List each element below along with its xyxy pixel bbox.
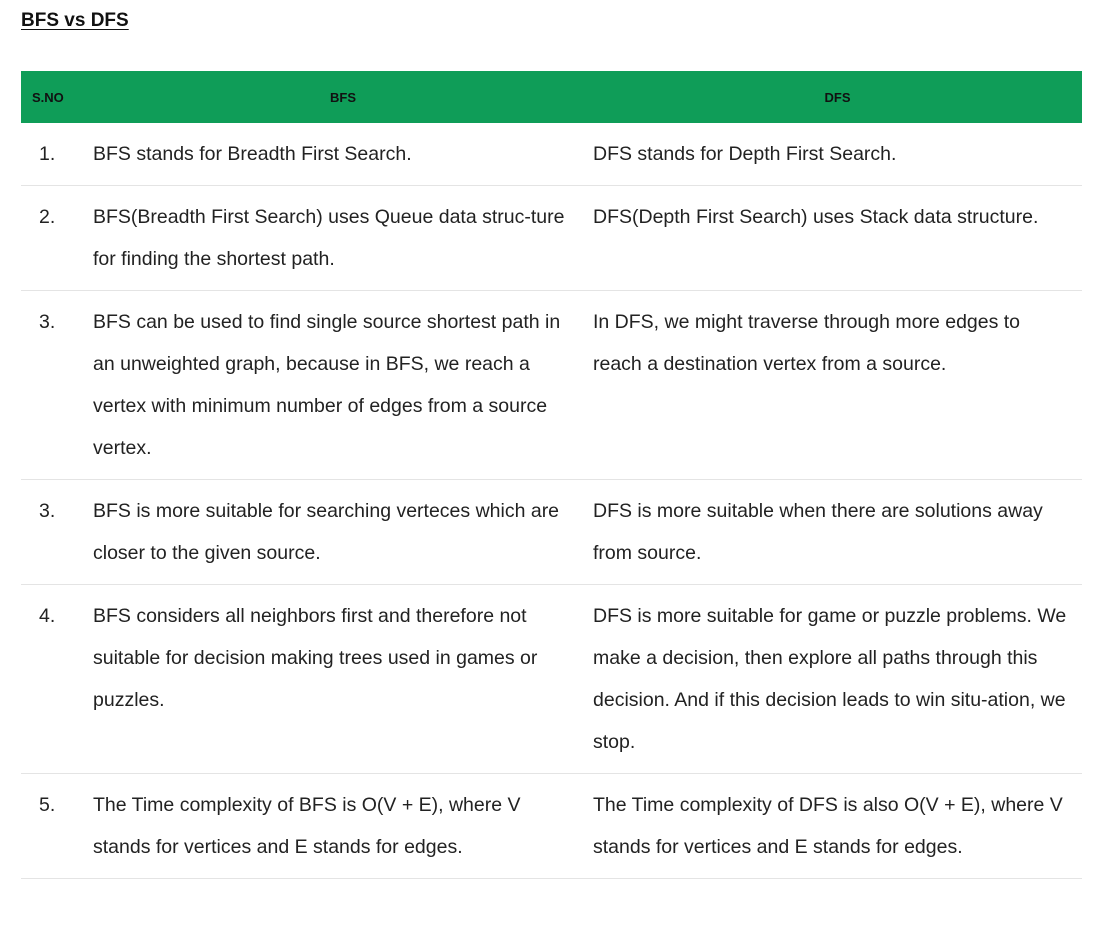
table-row [21, 186, 1082, 291]
header-dfs: DFS [824, 89, 851, 105]
table-row [21, 480, 1082, 585]
bfs-cell: The Time complexity of BFS is O(V + E), where V stands for vertices and E stands for edges. [93, 794, 521, 858]
dfs-cell: DFS is more suitable when there are solutions away from source. [593, 500, 1043, 564]
table-header [21, 71, 1082, 123]
dfs-cell: The Time complexity of DFS is also O(V + E), where V stands for vertices and E stands for edges. [593, 794, 1063, 858]
row-number: 3. [39, 311, 56, 333]
table-row [21, 774, 1082, 879]
header-row [21, 71, 1082, 123]
table-row [21, 585, 1082, 774]
row-number: 1. [39, 143, 56, 165]
header-bfs: BFS [330, 89, 356, 105]
table-row [21, 123, 1082, 186]
dfs-cell: DFS(Depth First Search) uses Stack data structure. [593, 206, 1039, 228]
header-sno: S.NO [32, 89, 64, 105]
comparison-table [21, 71, 1082, 879]
dfs-cell: DFS is more suitable for game or puzzle problems. We make a decision, then explore all paths through this decision. And if this decision leads to win situ-ation, we stop. [593, 605, 1067, 753]
dfs-cell: DFS stands for Depth First Search. [593, 143, 897, 165]
table-body [21, 123, 1082, 879]
dfs-cell: In DFS, we might traverse through more edges to reach a destination vertex from a source. [593, 311, 1021, 375]
row-number: 3. [39, 500, 56, 522]
bfs-cell: BFS is more suitable for searching verteces which are closer to the given source. [93, 500, 560, 564]
table-row [21, 291, 1082, 480]
bfs-cell: BFS(Breadth First Search) uses Queue data struc-ture for finding the shortest path. [93, 206, 565, 270]
bfs-cell: BFS can be used to find single source shortest path in an unweighted graph, because in BFS, we reach a vertex with minimum number of edges from a source vertex. [93, 311, 561, 459]
row-number: 5. [39, 794, 56, 816]
page-title: BFS vs DFS [21, 10, 129, 31]
bfs-cell: BFS stands for Breadth First Search. [93, 143, 412, 165]
bfs-cell: BFS considers all neighbors first and therefore not suitable for decision making trees used in games or puzzles. [93, 605, 538, 711]
row-number: 2. [39, 206, 56, 228]
row-number: 4. [39, 605, 56, 627]
